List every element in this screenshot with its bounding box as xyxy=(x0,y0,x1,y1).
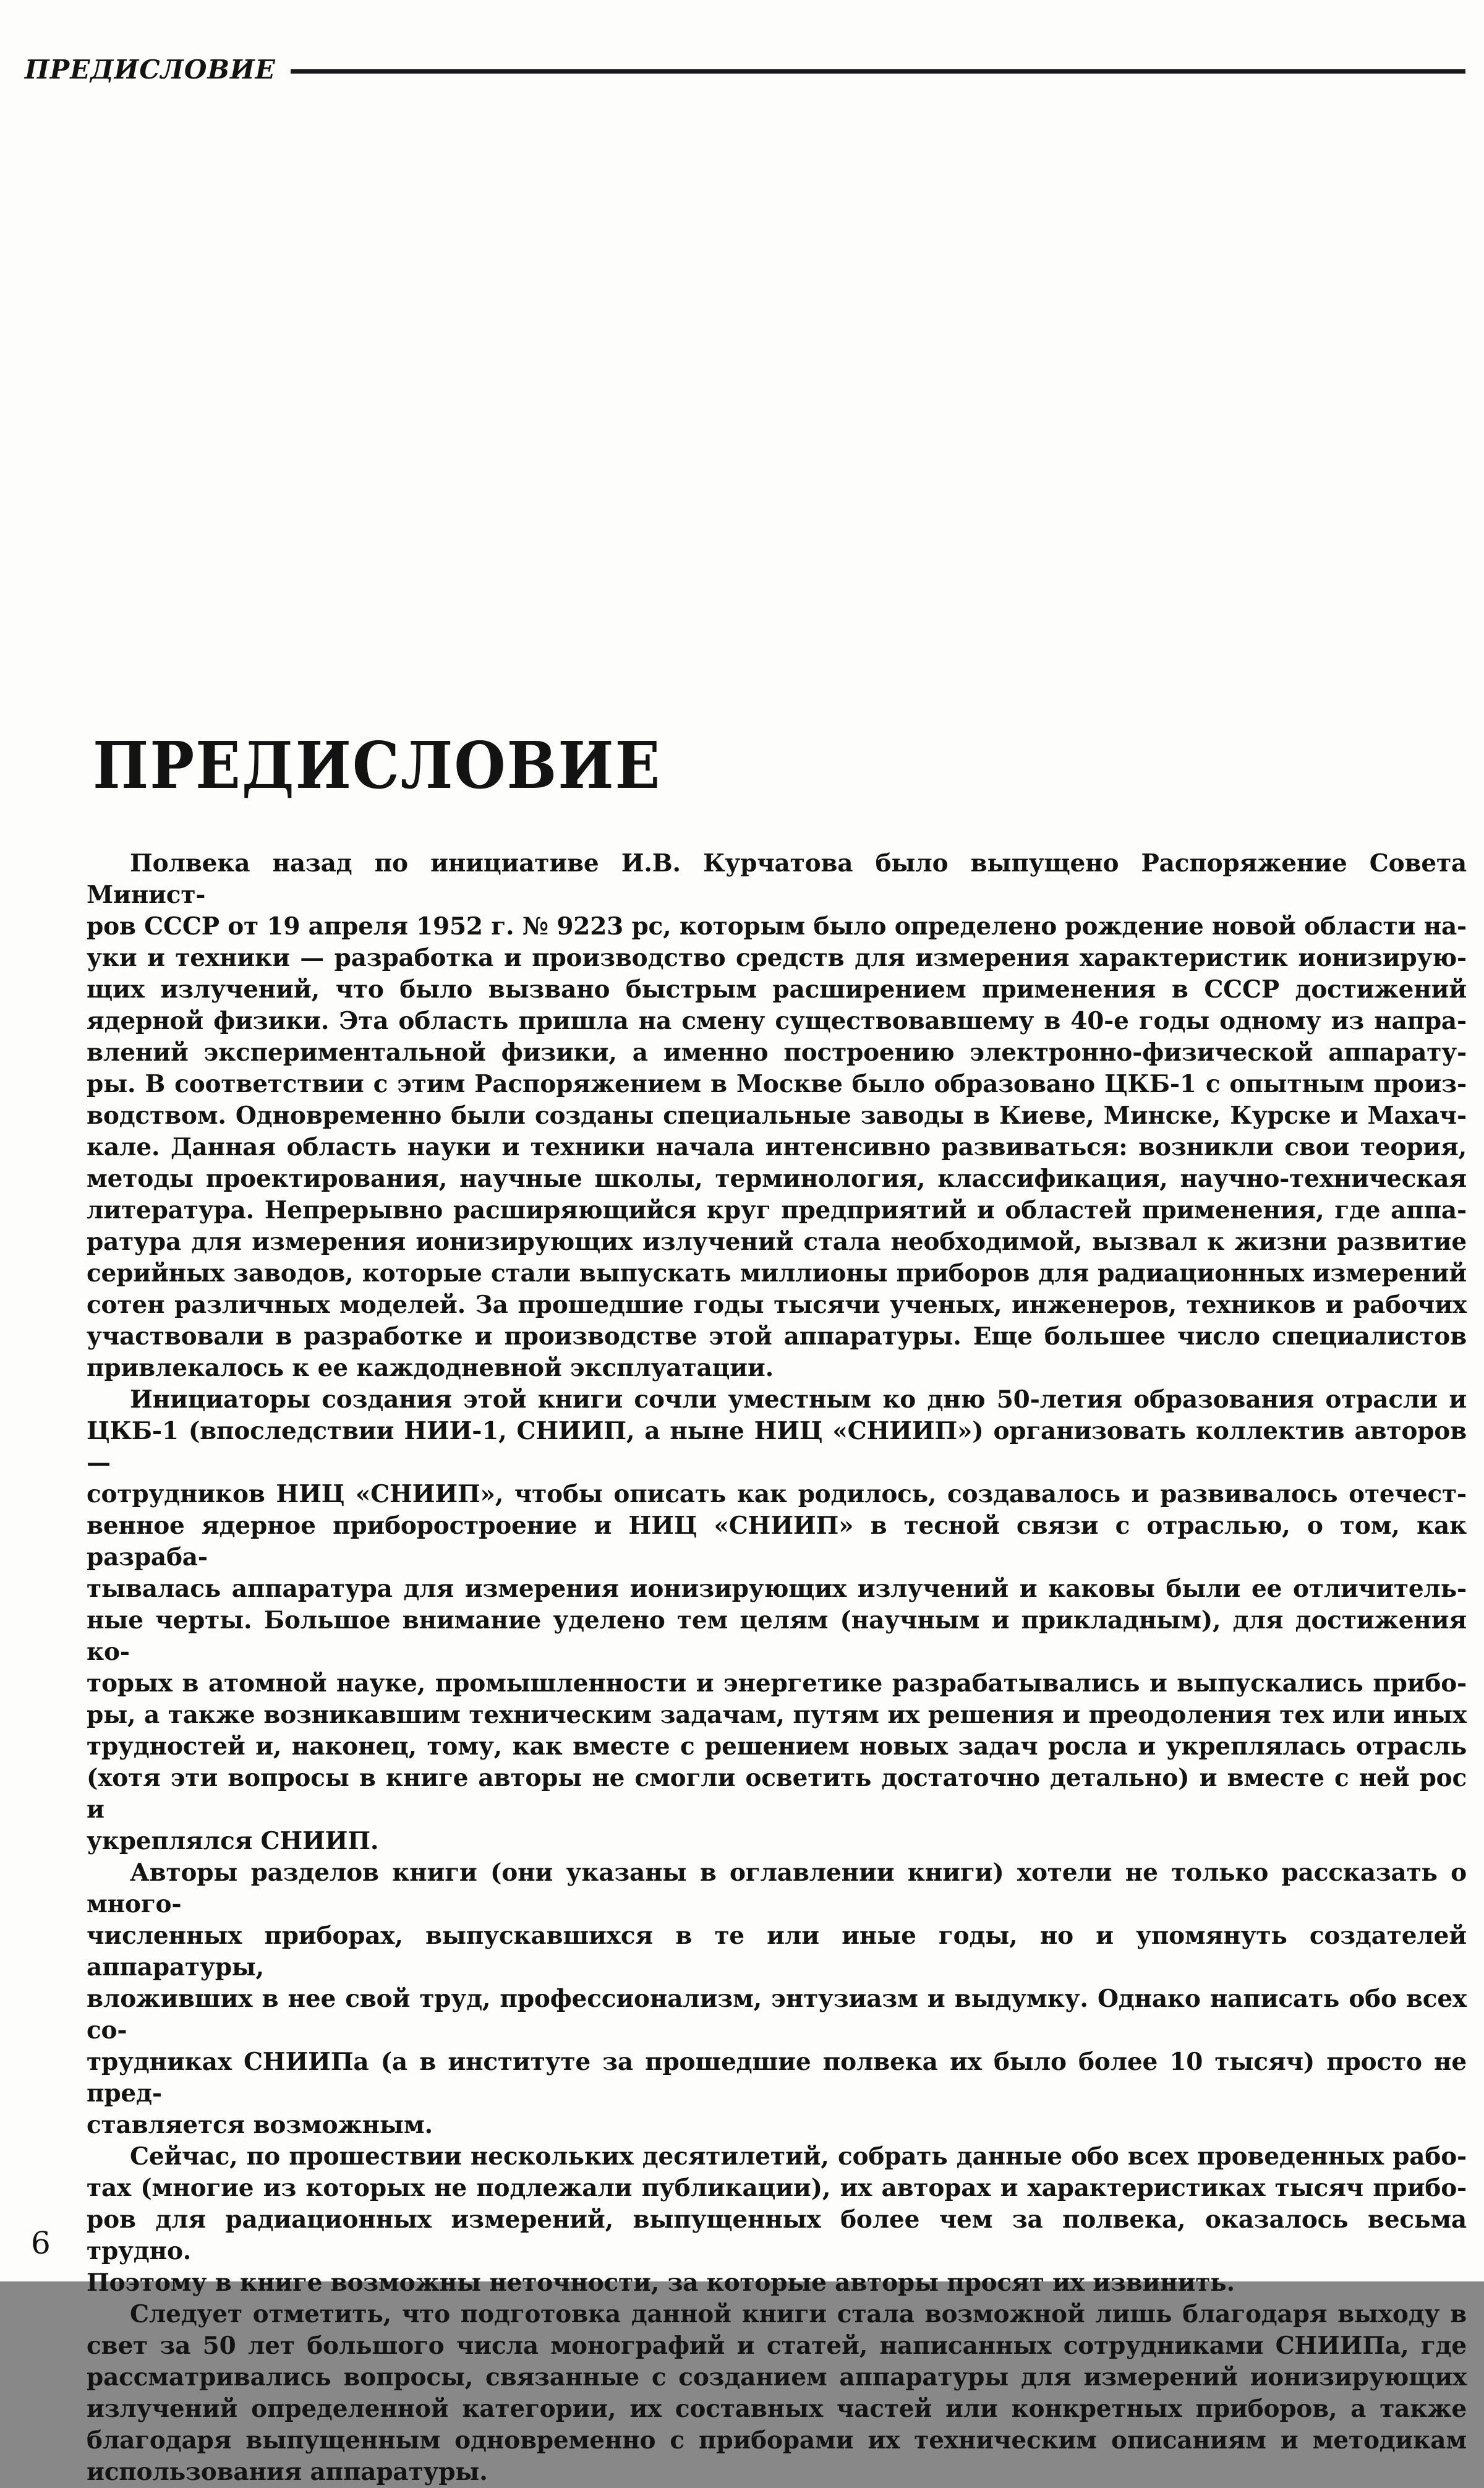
text-line: участвовали в разработке и производстве этой аппаратуры. Еще большее число специалистов xyxy=(87,1322,1467,1351)
text-line: трудниках СНИИПа (а в институте за прошедшие полвека их было более 10 тысяч) просто не пред- xyxy=(87,2048,1467,2108)
paragraph xyxy=(87,848,1467,1384)
running-header xyxy=(25,54,1465,85)
text-line: литература. Непрерывно расширяющийся круг предприятий и областей применения, где аппа- xyxy=(87,1196,1467,1225)
text-line: Следует отметить, что подготовка данной книги стала возможной лишь благодаря выходу в xyxy=(130,2300,1467,2328)
text-line: венное ядерное приборостроение и НИЦ «СНИИП» в тесной связи с отраслью, о том, как разраба- xyxy=(87,1511,1467,1571)
text-line: влений экспериментальной физики, а именно построению электронно-физической аппарату- xyxy=(87,1038,1467,1067)
paragraph xyxy=(87,1857,1467,2141)
running-header-title: ПРЕДИСЛОВИЕ xyxy=(25,54,276,85)
text-line: ЦКБ-1 (впоследствии НИИ-1, СНИИП, а ныне НИЦ «СНИИП») организовать коллектив авторов — xyxy=(87,1417,1467,1477)
text-line: численных приборах, выпускавшихся в те или иные годы, но и упомянуть создателей аппаратуры, xyxy=(87,1922,1467,1981)
text-line: Инициаторы создания этой книги сочли уместным ко дню 50-летия образования отрасли и xyxy=(130,1385,1467,1414)
paragraph xyxy=(87,2299,1467,2488)
text-line: трудностей и, наконец, тому, как вместе с решением новых задач росла и укреплялась отрасль xyxy=(87,1732,1467,1761)
chapter-title: ПРЕДИСЛОВИЕ xyxy=(93,727,662,803)
text-line: ров СССР от 19 апреля 1952 г. № 9223 рс, которым было определено рождение новой области на- xyxy=(87,912,1467,941)
text-line: водством. Одновременно были созданы специальные заводы в Киеве, Минске, Курске и Махач- xyxy=(87,1101,1467,1130)
text-line: ратура для измерения ионизирующих излучений стала необходимой, вызвал к жизни развитие xyxy=(87,1228,1467,1256)
text-line: ров для радиационных измерений, выпущенных более чем за полвека, оказалось весьма трудно. xyxy=(87,2205,1467,2265)
paragraph xyxy=(87,2141,1467,2299)
page-number: 6 xyxy=(31,2225,51,2261)
text-line: кале. Данная область науки и техники начала интенсивно развиваться: возникли свои теория, xyxy=(87,1133,1467,1161)
text-line: Авторы разделов книги (они указаны в оглавлении книги) хотели не только рассказать о много- xyxy=(87,1858,1467,1918)
text-line: серийных заводов, которые стали выпускать миллионы приборов для радиационных измерений xyxy=(87,1259,1467,1288)
text-line: привлекалось к ее каждодневной эксплуатации. xyxy=(87,1354,774,1382)
text-line: тывалась аппаратура для измерения ионизирующих излучений и каковы были ее отличитель- xyxy=(87,1575,1467,1603)
text-line: ры. В соответствии с этим Распоряжением в Москве было образовано ЦКБ-1 с опытным произ- xyxy=(87,1070,1467,1098)
paragraph xyxy=(87,1384,1467,1857)
text-line: сотрудников НИЦ «СНИИП», чтобы описать как родилось, создавалось и развивалось отечест- xyxy=(87,1480,1467,1508)
text-line: тах (многие из которых не подлежали публикации), их авторах и характеристиках тысяч прибо- xyxy=(87,2174,1467,2202)
text-line: методы проектирования, научные школы, терминология, классификация, научно-техническая xyxy=(87,1165,1467,1193)
text-line: Полвека назад по инициативе И.В. Курчатова было выпущено Распоряжение Совета Минист- xyxy=(87,849,1467,909)
text-line: благодаря выпущенным одновременно с приборами их техническим описаниям и методикам xyxy=(87,2426,1467,2455)
header-rule xyxy=(291,69,1465,74)
page-footer xyxy=(31,2225,51,2261)
text-line: свет за 50 лет большого числа монографий и статей, написанных сотрудниками СНИИПа, где xyxy=(87,2332,1467,2360)
text-line: торых в атомной науке, промышленности и энергетике разрабатывались и выпускались прибо- xyxy=(87,1669,1467,1698)
text-line: Сейчас, по прошествии нескольких десятилетий, собрать данные обо всех проведенных рабо- xyxy=(130,2142,1467,2171)
text-line: ставляется возможным. xyxy=(87,2111,433,2139)
text-line: ры, а также возникавшим техническим задачам, путям их решения и преодоления тех или иных xyxy=(87,1701,1467,1729)
text-line: Поэтому в книге возможны неточности, за которые авторы просят их извинить. xyxy=(87,2268,1235,2297)
text-line: сотен различных моделей. За прошедшие годы тысячи ученых, инженеров, техников и рабочих xyxy=(87,1291,1467,1319)
text-line: (хотя эти вопросы в книге авторы не смогли осветить достаточно детально) и вместе с ней рос и xyxy=(87,1764,1467,1824)
text-line: уки и техники — разработка и производство средств для измерения характеристик ионизирую- xyxy=(87,944,1467,972)
text-line: щих излучений, что было вызвано быстрым расширением применения в СССР достижений xyxy=(87,975,1467,1004)
text-line: излучений определенной категории, их составных частей или конкретных приборов, а также xyxy=(87,2395,1467,2423)
text-line: рассматривались вопросы, связанные с созданием аппаратуры для измерений ионизирующих xyxy=(87,2363,1467,2392)
text-line: укреплялся СНИИП. xyxy=(87,1827,379,1855)
text-line: использования аппаратуры. xyxy=(87,2458,488,2486)
text-line: ные черты. Большое внимание уделено тем целям (научным и прикладным), для достижения ко- xyxy=(87,1606,1467,1666)
text-line: ядерной физики. Эта область пришла на смену существовавшему в 40-е годы одному из напра- xyxy=(87,1007,1467,1035)
body-text xyxy=(87,848,1467,2488)
text-line: вложивших в нее свой труд, профессионализм, энтузиазм и выдумку. Однако написать обо всех со- xyxy=(87,1985,1467,2045)
